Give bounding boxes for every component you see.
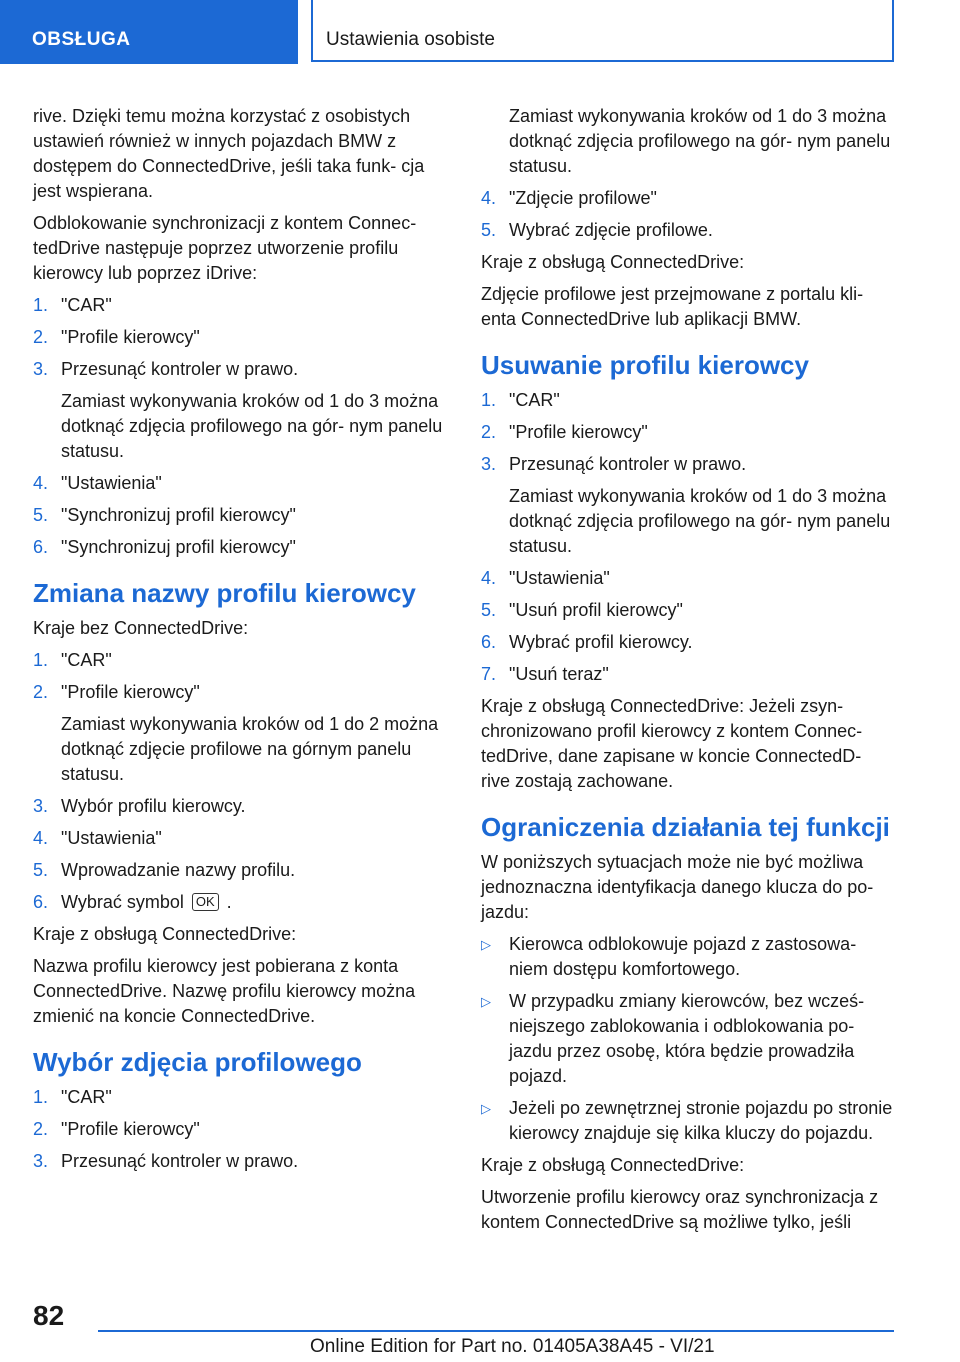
step-note: Zamiast wykonywania kroków od 1 do 3 można dotknąć zdjęcia profilowego na gór- nym panelu statusu. — [509, 106, 891, 176]
steps-list-rename — [33, 648, 445, 915]
list-item: 5. Wprowadzanie nazwy profilu. — [33, 860, 296, 880]
paragraph: W poniższych sytuacjach może nie być możliwa jednoznaczna identyfikacja danego klucza do po- jazdu: — [481, 852, 874, 922]
list-item: 6. Wybrać symbol OK . — [33, 892, 232, 912]
list-item: 2. "Profile kierowcy" — [481, 422, 648, 442]
steps-list-sync — [33, 293, 445, 560]
list-item: 6. "Synchronizuj profil kierowcy" — [33, 537, 296, 557]
list-item: 3. Przesunąć kontroler w prawo. Zamiast wykonywania kroków od 1 do 3 można dotknąć zdjęcia profilowego na gór- nym panelu statusu. — [33, 357, 445, 464]
paragraph: Nazwa profilu kierowcy jest pobierana z konta ConnectedDrive. Nazwę profilu kierowcy można zmienić na koncie ConnectedDrive. — [33, 956, 416, 1026]
list-item: 4. "Ustawienia" — [33, 828, 162, 848]
bullet-list-limits — [481, 932, 893, 1146]
list-item: 4. "Ustawienia" — [33, 473, 162, 493]
heading-delete-profile: Usuwanie profilu kierowcy — [481, 350, 809, 380]
list-item: 2. "Profile kierowcy" — [33, 327, 200, 347]
list-item: 1. "CAR" — [33, 295, 112, 315]
left-column — [33, 104, 445, 1181]
list-item: 7. "Usuń teraz" — [481, 664, 609, 684]
triangle-bullet-icon: ▷ — [481, 1101, 491, 1116]
paragraph: Kraje bez ConnectedDrive: — [33, 618, 249, 638]
list-item — [481, 104, 893, 179]
list-item: ▷ Jeżeli po zewnętrznej stronie pojazdu po stronie kierowcy znajduje się kilka kluczy do pojazdu. — [481, 1098, 893, 1143]
list-item: 1. "CAR" — [481, 390, 560, 410]
list-item: 3. Wybór profilu kierowcy. — [33, 796, 246, 816]
step-note: Zamiast wykonywania kroków od 1 do 2 można dotknąć zdjęcie profilowe na górnym panelu statusu. — [61, 714, 439, 784]
list-item: 5. "Synchronizuj profil kierowcy" — [33, 505, 296, 525]
list-item: 4. "Zdjęcie profilowe" — [481, 188, 657, 208]
ok-symbol-icon: OK — [192, 893, 219, 911]
list-item: 2. "Profile kierowcy" Zamiast wykonywania kroków od 1 do 2 można dotknąć zdjęcie profilowe na górnym panelu statusu. — [33, 680, 445, 787]
page-number: 82 — [33, 1300, 65, 1331]
paragraph: Kraje z obsługą ConnectedDrive: Jeżeli zsyn- chronizowano profil kierowcy z kontem Connec- tedDrive, dane zapisane w koncie ConnectedD- rive zostają zachowane. — [481, 696, 863, 791]
list-item: 2. "Profile kierowcy" — [33, 1119, 200, 1139]
list-item: ▷ W przypadku zmiany kierowców, bez wcześ- niejszego zablokowania i odblokowania po- jazdu przez osobę, która będzie prowadziła pojazd. — [481, 991, 865, 1086]
heading-function-limits: Ograniczenia działania tej funkcji — [481, 812, 890, 842]
list-item: 1. "CAR" — [33, 650, 112, 670]
list-item: 3. Przesunąć kontroler w prawo. — [33, 1151, 299, 1171]
footer-divider — [98, 1330, 894, 1332]
list-item: 5. "Usuń profil kierowcy" — [481, 600, 683, 620]
heading-rename-profile: Zmiana nazwy profilu kierowcy — [33, 578, 416, 608]
list-item: 1. "CAR" — [33, 1087, 112, 1107]
triangle-bullet-icon: ▷ — [481, 937, 491, 952]
paragraph: rive. Dzięki temu można korzystać z osobistych ustawień również w innych pojazdach BMW z dostępem do ConnectedDrive, jeśli taka funk- cja jest wspierana. — [33, 106, 425, 201]
paragraph: Odblokowanie synchronizacji z kontem Connec- tedDrive następuje poprzez utworzenie profilu kierowcy lub poprzez iDrive: — [33, 213, 417, 283]
header-section-label: OBSŁUGA — [32, 29, 131, 50]
paragraph: Kraje z obsługą ConnectedDrive: — [481, 252, 745, 272]
step-note: Zamiast wykonywania kroków od 1 do 3 można dotknąć zdjęcia profilowego na gór- nym panelu statusu. — [509, 486, 891, 556]
steps-list-photo — [33, 1085, 445, 1174]
step-note: Zamiast wykonywania kroków od 1 do 3 można dotknąć zdjęcia profilowego na gór- nym panelu statusu. — [61, 391, 443, 461]
paragraph: Zdjęcie profilowe jest przejmowane z portalu kli- enta ConnectedDrive lub aplikacji BMW. — [481, 284, 864, 329]
header-title: Ustawienia osobiste — [326, 29, 495, 50]
list-item: 6. Wybrać profil kierowcy. — [481, 632, 693, 652]
list-item: 4. "Ustawienia" — [481, 568, 610, 588]
steps-list-photo-continued — [481, 104, 893, 243]
steps-list-delete — [481, 388, 893, 687]
list-item: ▷ Kierowca odblokowuje pojazd z zastosowa- niem dostępu komfortowego. — [481, 934, 857, 979]
list-item: 5. Wybrać zdjęcie profilowe. — [481, 220, 713, 240]
footer-edition: Online Edition for Part no. 01405A38A45 - VI/21 — [310, 1336, 715, 1357]
list-item: 3. Przesunąć kontroler w prawo. Zamiast wykonywania kroków od 1 do 3 można dotknąć zdjęcia profilowego na gór- nym panelu statusu. — [481, 452, 893, 559]
right-column — [481, 104, 893, 1242]
paragraph: Kraje z obsługą ConnectedDrive: — [33, 924, 297, 944]
paragraph: Utworzenie profilu kierowcy oraz synchronizacja z kontem ConnectedDrive są możliwe tylko, jeśli — [481, 1187, 879, 1232]
paragraph: Kraje z obsługą ConnectedDrive: — [481, 1155, 745, 1175]
header-title-box — [311, 0, 894, 62]
heading-profile-photo: Wybór zdjęcia profilowego — [33, 1047, 362, 1077]
triangle-bullet-icon: ▷ — [481, 994, 491, 1009]
header-section-tab — [0, 0, 298, 64]
